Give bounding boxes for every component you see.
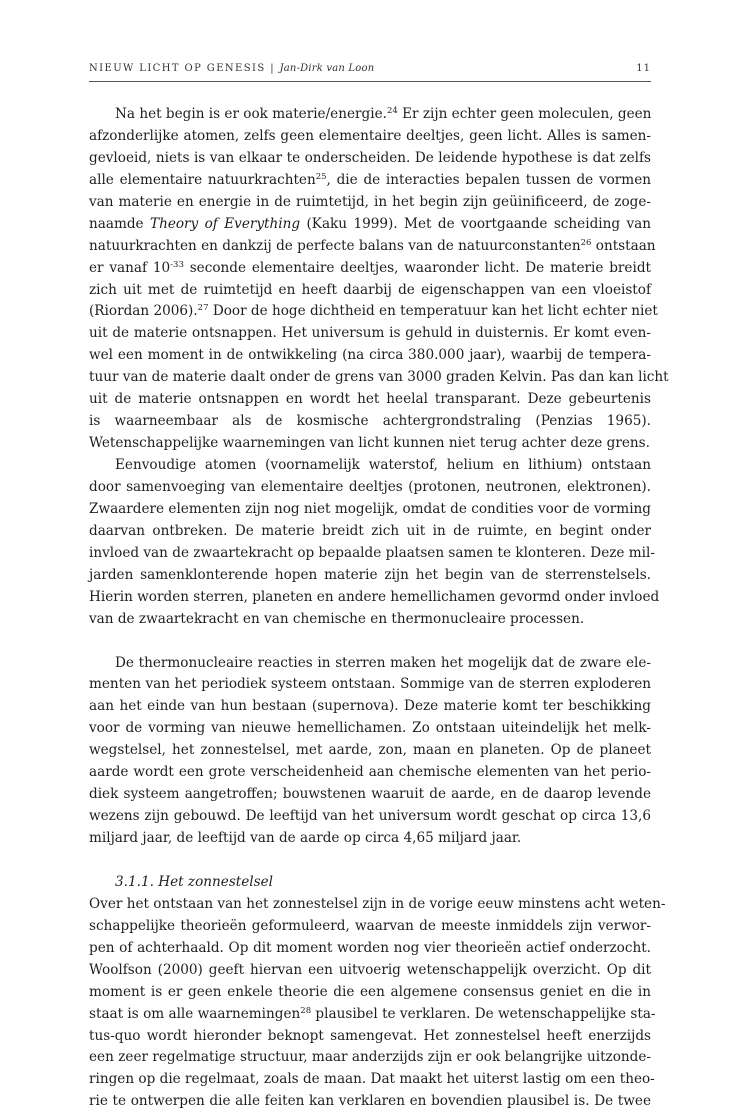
text-line: Woolfson (2000) geeft hiervan een uitvoerig wetenschappelijk overzicht. Op dit [89, 961, 651, 978]
text-line: aarde wordt een grote verscheidenheid aan chemische elementen van het perio- [89, 764, 651, 781]
text-line: wegstelsel, het zonnestelsel, met aarde, zon, maan en planeten. Op de planeet [89, 742, 651, 759]
running-header [89, 63, 651, 77]
text-line: ringen op die regelmaat, zoals de maan. Dat maakt het uiterst lastig om een theo- [89, 1071, 655, 1088]
italic-term: Theory of Everything [150, 215, 301, 232]
paragraph-1 [89, 104, 669, 455]
text-line: jarden samenklonterende hopen materie zijn het begin van de sterrenstelsels. [89, 566, 651, 583]
text-line: door samenvoeging van elementaire deeltjes (protonen, neutronen, elektronen). [89, 478, 651, 495]
text-line: Over het ontstaan van het zonnestelsel zijn in de vorige eeuw minstens acht weten- [89, 895, 666, 912]
text-line: Zwaardere elementen zijn nog niet mogelijk, omdat de condities voor de vorming [89, 500, 651, 517]
exponent: -33 [170, 259, 184, 270]
text-line: naamde Theory of Everything (Kaku 1999). Met de voortgaande scheiding van [89, 215, 652, 232]
text-line: diek systeem aangetroffen; bouwstenen waaruit de aarde, en de daarop levende [89, 786, 651, 803]
text-line: Wetenschappelijke waarnemingen van licht kunnen niet terug achter deze grens. [89, 435, 650, 452]
text-line: menten van het periodiek systeem ontstaan. Sommige van de sterren exploderen [89, 676, 651, 693]
paragraph-3 [89, 653, 651, 850]
footnote-ref-28[interactable]: 28 [300, 1005, 312, 1016]
text-line: wezens zijn gebouwd. De leeftijd van het universum wordt geschat op circa 13,6 [89, 808, 651, 825]
footnote-ref-25[interactable]: 25 [315, 171, 327, 182]
text-line: pen of achterhaald. Op dit moment worden nog vier theorieën actief onderzocht. [89, 939, 651, 956]
text-line: van de zwaartekracht en van chemische en thermonucleaire processen. [89, 610, 585, 627]
text-line: schappelijke theorieën geformuleerd, waarvan de meeste inmiddels zijn verwor- [89, 917, 651, 934]
text-line: natuurkrachten en dankzij de perfecte balans van de natuurconstanten$^{26}$ ontstaan [89, 237, 656, 254]
paragraph-gap [89, 850, 651, 872]
book-title: NIEUW LICHT OP GENESIS [89, 63, 266, 74]
text-line: alle elementaire natuurkrachten$^{25}$, die de interacties bepalen tussen de vormen [89, 171, 651, 188]
text-line: tus-quo wordt hieronder beknopt samengevat. Het zonnestelsel heeft enerzijds [89, 1027, 651, 1044]
text-line: wel een moment in de ontwikkeling (na circa 380.000 jaar), waarbij de tempera- [89, 347, 651, 364]
text-line: gevloeid, niets is van elkaar te onderscheiden. De leidende hypothese is dat zelfs [89, 149, 651, 166]
text-line: er vanaf $10^{-33}$ seconde elementaire deeltjes, waaronder licht. De materie breidt [89, 259, 651, 276]
author-name: Jan-Dirk van Loon [279, 63, 375, 74]
header-rule [89, 81, 651, 82]
footnote-ref-24[interactable]: 24 [386, 106, 398, 116]
body-text [89, 104, 669, 1113]
page-number: 11 [636, 63, 651, 74]
text-line: De thermonucleaire reacties in sterren maken het mogelijk dat de zware ele- [115, 654, 651, 671]
text-line: Hierin worden sterren, planeten en andere hemellichamen gevormd onder invloed [89, 588, 660, 605]
running-header-text [89, 63, 374, 74]
paragraph-2 [89, 455, 660, 631]
text-line: daarvan ontbreken. De materie breidt zich uit in de ruimte, en begint onder [89, 522, 651, 539]
text-line: rie te ontwerpen die alle feiten kan verklaren en bovendien plausibel is. De twee [89, 1093, 651, 1110]
text-line: afzonderlijke atomen, zelfs geen elementaire deeltjes, geen licht. Alles is samen- [89, 127, 651, 144]
text-line: voor de vorming van nieuwe hemellichamen. Zo ontstaan uiteindelijk het melk- [89, 720, 651, 737]
text-line: moment is er geen enkele theorie die een algemene consensus geniet en die in [89, 983, 651, 1000]
section-heading: 3.1.1. Het zonnestelsel [115, 873, 274, 890]
paragraph-gap [89, 631, 651, 653]
header-separator: | [270, 63, 275, 74]
paragraph-4 [89, 894, 666, 1113]
text-line: uit de materie ontsnappen en wordt het heelal transparant. Deze gebeurtenis [89, 391, 651, 408]
footnote-ref-27[interactable]: 27 [197, 303, 209, 314]
text-line: invloed van de zwaartekracht op bepaalde plaatsen samen te klonteren. Deze mil- [89, 544, 655, 561]
footnote-ref-26[interactable]: 26 [580, 237, 592, 248]
text-line: zich uit met de ruimtetijd en heeft daarbij de eigenschappen van een vloeistof [89, 281, 651, 298]
text-line: Eenvoudige atomen (voornamelijk waterstof, helium en lithium) ontstaan [115, 457, 651, 473]
text-line: is waarneembaar als de kosmische achtergrondstraling (Penzias 1965). [89, 413, 651, 430]
text-line: miljard jaar, de leeftijd van de aarde op circa 4,65 miljard jaar. [89, 830, 522, 846]
text-line: aan het einde van hun bestaan (supernova). Deze materie komt ter beschikking [89, 698, 651, 715]
text-line: tuur van de materie daalt onder de grens van 3000 graden Kelvin. Pas dan kan licht [89, 369, 669, 386]
text-line: uit de materie ontsnappen. Het universum is gehuld in duisternis. Er komt even- [89, 325, 651, 342]
text-line: Na het begin is er ook materie/energie.$^{24}$ Er zijn echter geen moleculen, geen [115, 106, 652, 122]
text-line: staat is om alle waarnemingen$^{28}$ plausibel te verklaren. De wetenschappelijke sta- [89, 1005, 656, 1022]
text-line: (Riordan 2006).$^{27}$ Door de hoge dichtheid en temperatuur kan het licht echter niet [89, 303, 658, 320]
text-line: een zeer regelmatige structuur, maar anderzijds zijn er ook belangrijke uitzonde- [89, 1049, 651, 1066]
text-line: van materie en energie in de ruimtetijd, in het begin zijn geüinificeerd, de zoge- [89, 193, 651, 210]
